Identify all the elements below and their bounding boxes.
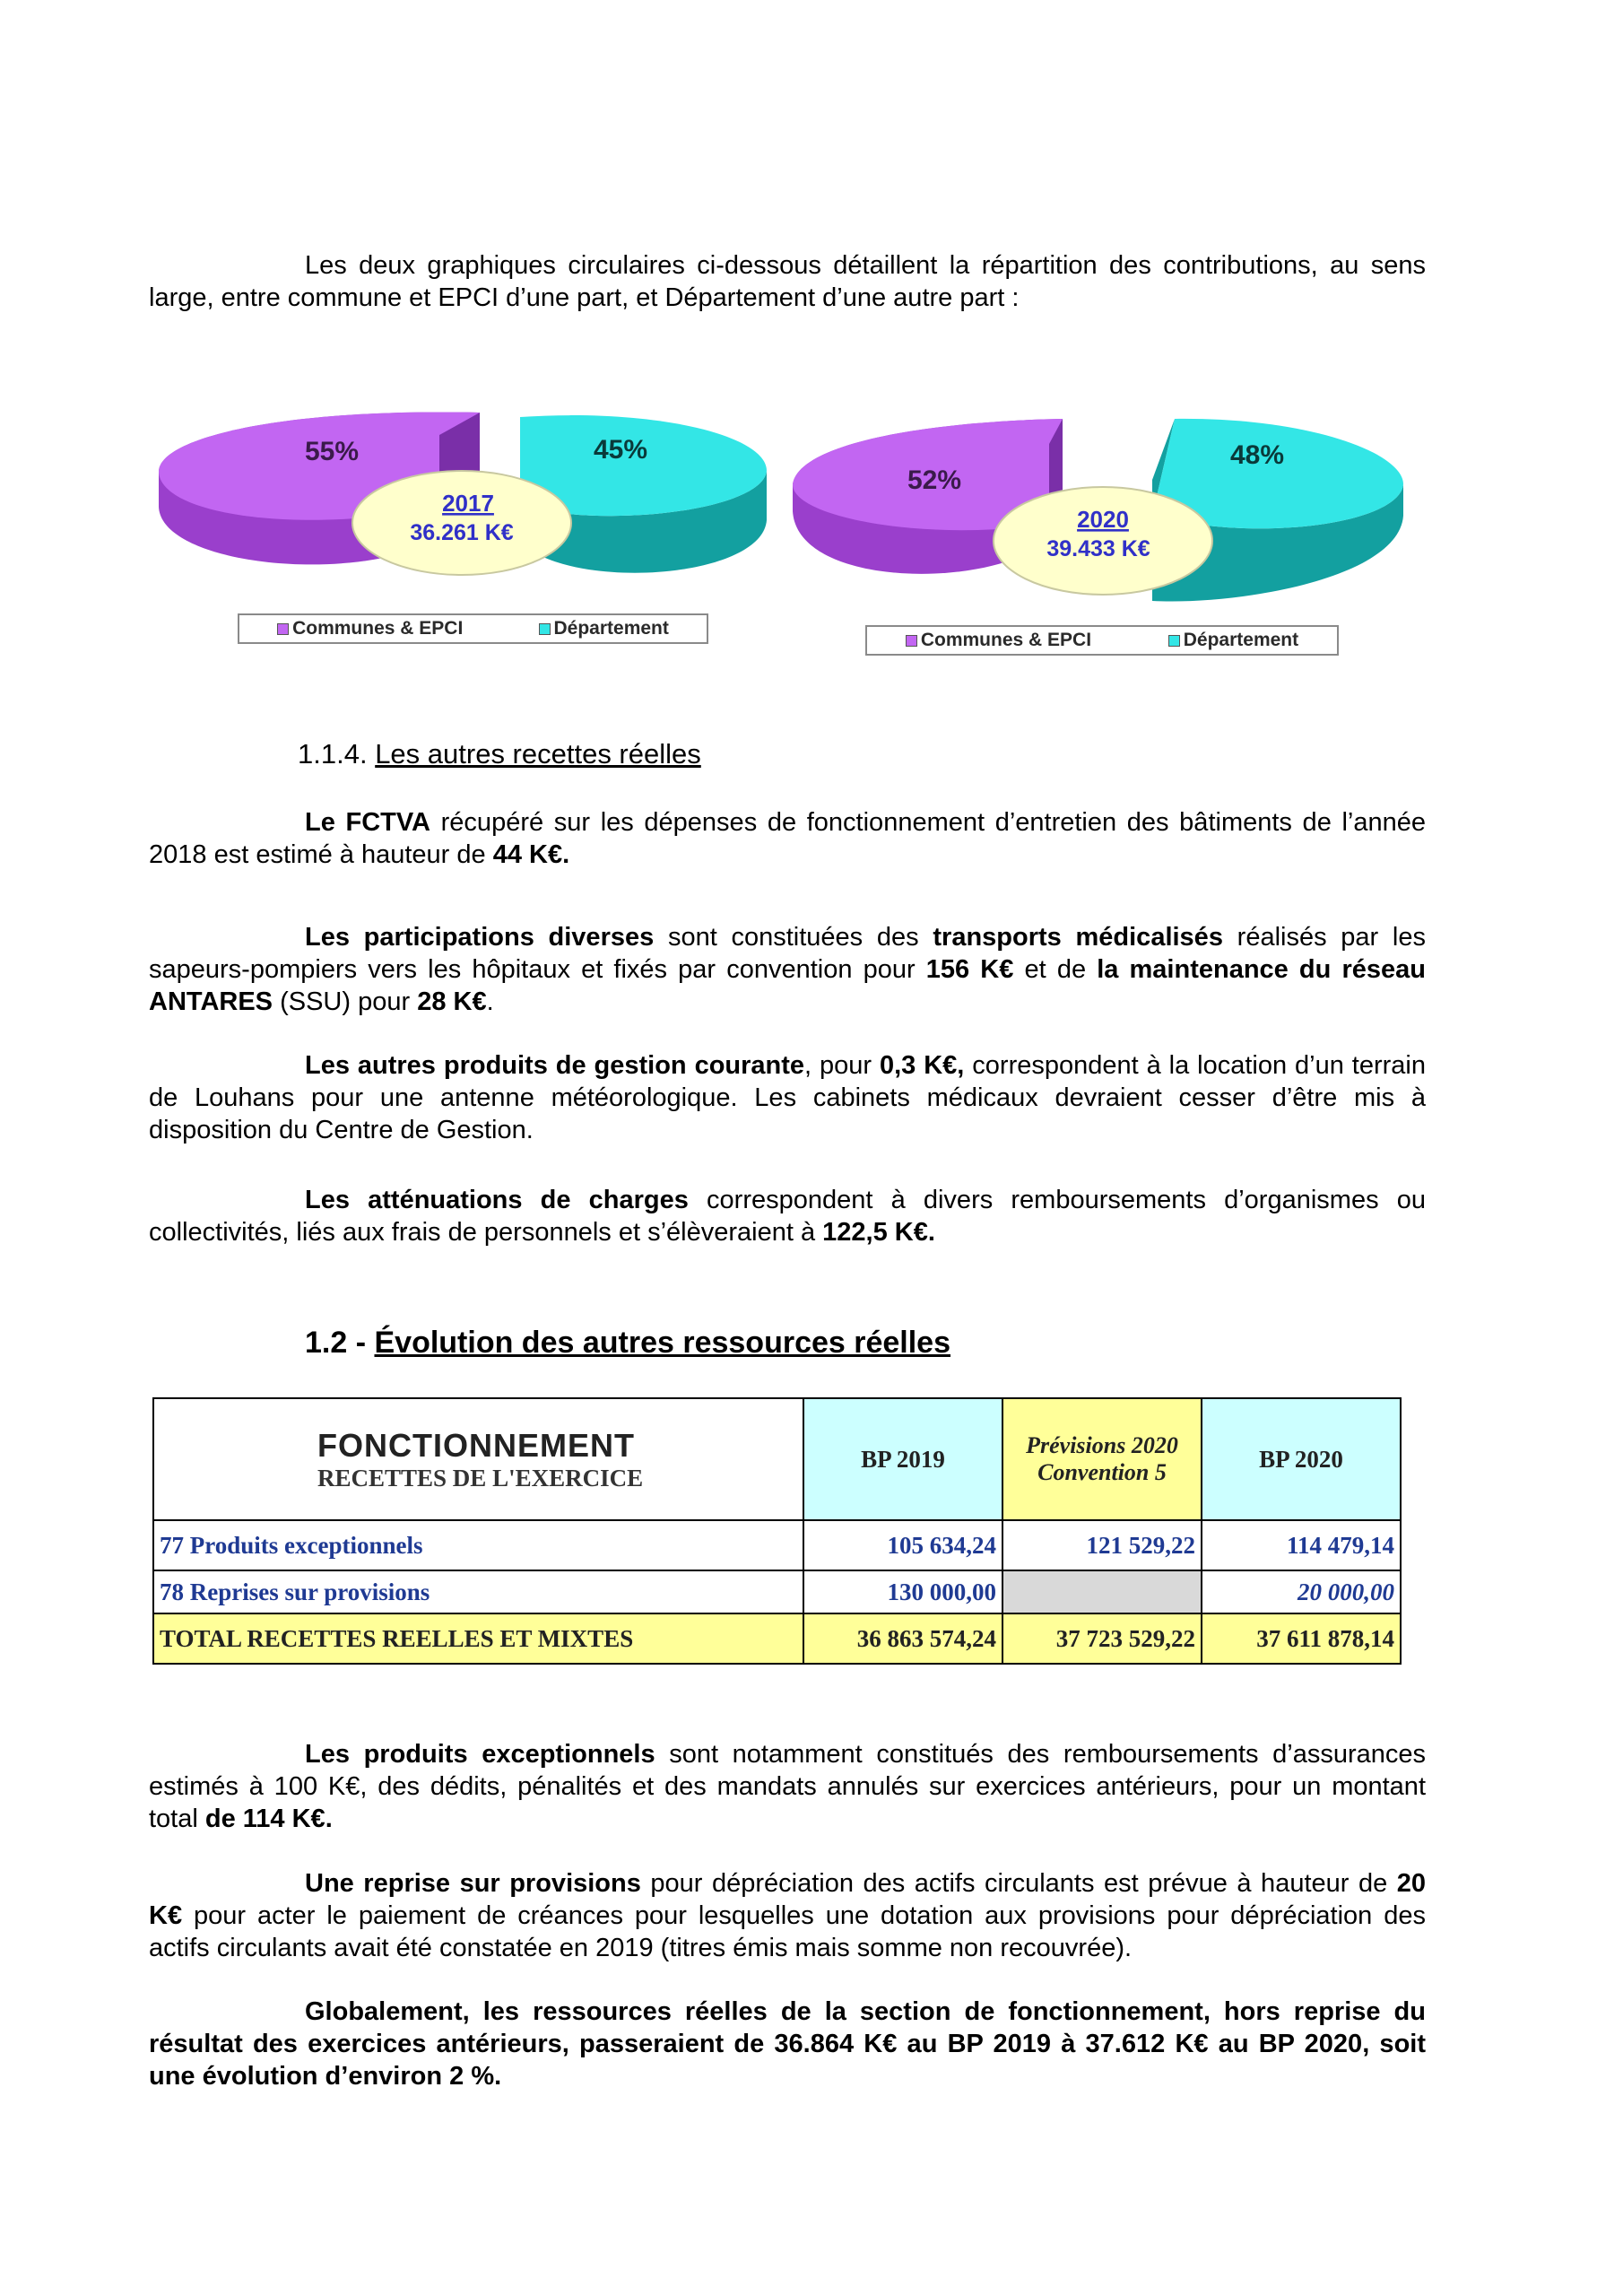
legend-swatch-communes bbox=[277, 623, 289, 635]
col-previsions2020: Prévisions 2020 Convention 5 bbox=[1002, 1398, 1202, 1520]
row-label: 78 Reprises sur provisions bbox=[153, 1570, 803, 1613]
paragraph-participations: Les participations diverses sont constituées des transports médicalisés réalisés par les sapeurs-pompiers vers les hôpitaux et fixés par convention pour 156 K€ et de la maintenance du réseau ANTARES (SSU) pour 28 K€. bbox=[149, 923, 1427, 1016]
section-12-heading: 1.2 - Évolution des autres ressources réelles bbox=[305, 1326, 950, 1360]
pie2-label-departement: 48% bbox=[1230, 440, 1285, 470]
pie-chart-2017 bbox=[152, 399, 771, 641]
section-114-heading: 1.1.4. Les autres recettes réelles bbox=[298, 738, 701, 770]
cell-prev2020: 121 529,22 bbox=[1002, 1520, 1202, 1570]
cell-bp2019: 36 863 574,24 bbox=[803, 1613, 1002, 1664]
pie1-center-year: 2017 bbox=[442, 490, 494, 517]
legend-swatch-communes bbox=[906, 635, 917, 647]
pie1-label-departement: 45% bbox=[594, 435, 648, 465]
paragraph-produits-exceptionnels: Les produits exceptionnels sont notamment constitués des remboursements d’assurances estimés à 100 K€, des dédits, pénalités et des mandats annulés sur exercices antérieurs, pour un montant total de 114 K€. bbox=[149, 1740, 1426, 1833]
pie2-legend bbox=[865, 625, 1339, 656]
intro-paragraph bbox=[149, 249, 1426, 314]
paragraph-global: Globalement, les ressources réelles de la section de fonctionnement, hors reprise du résultat des exercices antérieurs, passeraient de 36.864 K€ au BP 2019 à 37.612 K€ au BP 2020, soit une évolution d’environ 2 %. bbox=[149, 1997, 1426, 2091]
pie1-center-amount: 36.261 K€ bbox=[410, 520, 514, 545]
table-total-row bbox=[153, 1613, 1401, 1664]
recettes-table bbox=[152, 1397, 1402, 1665]
cell-bp2020: 114 479,14 bbox=[1202, 1520, 1401, 1570]
pie2-center-amount: 39.433 K€ bbox=[1046, 536, 1150, 561]
pie1-legend bbox=[238, 613, 708, 644]
cell-prev2020: 37 723 529,22 bbox=[1002, 1613, 1202, 1664]
table-row bbox=[153, 1520, 1401, 1570]
col-bp2020: BP 2020 bbox=[1202, 1398, 1401, 1520]
row-label: 77 Produits exceptionnels bbox=[153, 1520, 803, 1570]
cell-bp2020: 37 611 878,14 bbox=[1202, 1613, 1401, 1664]
legend-swatch-departement bbox=[539, 623, 551, 635]
row-label: TOTAL RECETTES REELLES ET MIXTES bbox=[153, 1613, 803, 1664]
legend-item-departement: Département bbox=[539, 618, 669, 639]
legend-item-communes: Communes & EPCI bbox=[906, 630, 1091, 651]
paragraph-reprise: Une reprise sur provisions pour dépréciation des actifs circulants est prévue à hauteur de 20 K€ pour acter le paiement de créances pour lesquelles une dotation aux provisions pour dépréciation des actifs circulants avait été constatée en 2019 (titres émis mais somme non recouvrée). bbox=[149, 1869, 1426, 1962]
paragraph-autres-produits: Les autres produits de gestion courante, pour 0,3 K€, correspondent à la location d’un terrain de Louhans pour une antenne météorologique. Les cabinets médicaux devraient cesser d’être mis à disposition du Centre de Gestion. bbox=[149, 1051, 1426, 1144]
section-12-title: Évolution des autres ressources réelles bbox=[374, 1326, 950, 1360]
paragraph-fctva: Le FCTVA récupéré sur les dépenses de fonctionnement d’entretien des bâtiments de l’année 2018 est estimé à hauteur de 44 K€. bbox=[149, 808, 1426, 869]
paragraph-attenuations: Les atténuations de charges correspondent à divers remboursements d’organismes ou collectivités, liés aux frais de personnels et s’élèveraient à 122,5 K€. bbox=[149, 1186, 1426, 1247]
legend-item-communes: Communes & EPCI bbox=[277, 618, 463, 639]
cell-bp2020: 20 000,00 bbox=[1202, 1570, 1401, 1613]
cell-bp2019: 130 000,00 bbox=[803, 1570, 1002, 1613]
pie2-label-communes: 52% bbox=[907, 465, 962, 495]
legend-item-departement: Département bbox=[1168, 630, 1298, 651]
table-header-row bbox=[153, 1398, 1401, 1520]
table-row bbox=[153, 1570, 1401, 1613]
cell-bp2019: 105 634,24 bbox=[803, 1520, 1002, 1570]
pie1-label-communes: 55% bbox=[305, 437, 360, 466]
legend-swatch-departement bbox=[1168, 635, 1180, 647]
cell-prev2020 bbox=[1002, 1570, 1202, 1613]
pie2-center-year: 2020 bbox=[1077, 506, 1129, 533]
section-114-title: Les autres recettes réelles bbox=[375, 738, 701, 770]
intro-text: Les deux graphiques circulaires ci-dessous détaillent la répartition des contributions, au sens large, entre commune et EPCI d’une part, et Département d’une autre part : bbox=[149, 251, 1426, 312]
col-bp2019: BP 2019 bbox=[803, 1398, 1002, 1520]
table-header-label: FONCTIONNEMENT RECETTES DE L'EXERCICE bbox=[153, 1398, 803, 1520]
